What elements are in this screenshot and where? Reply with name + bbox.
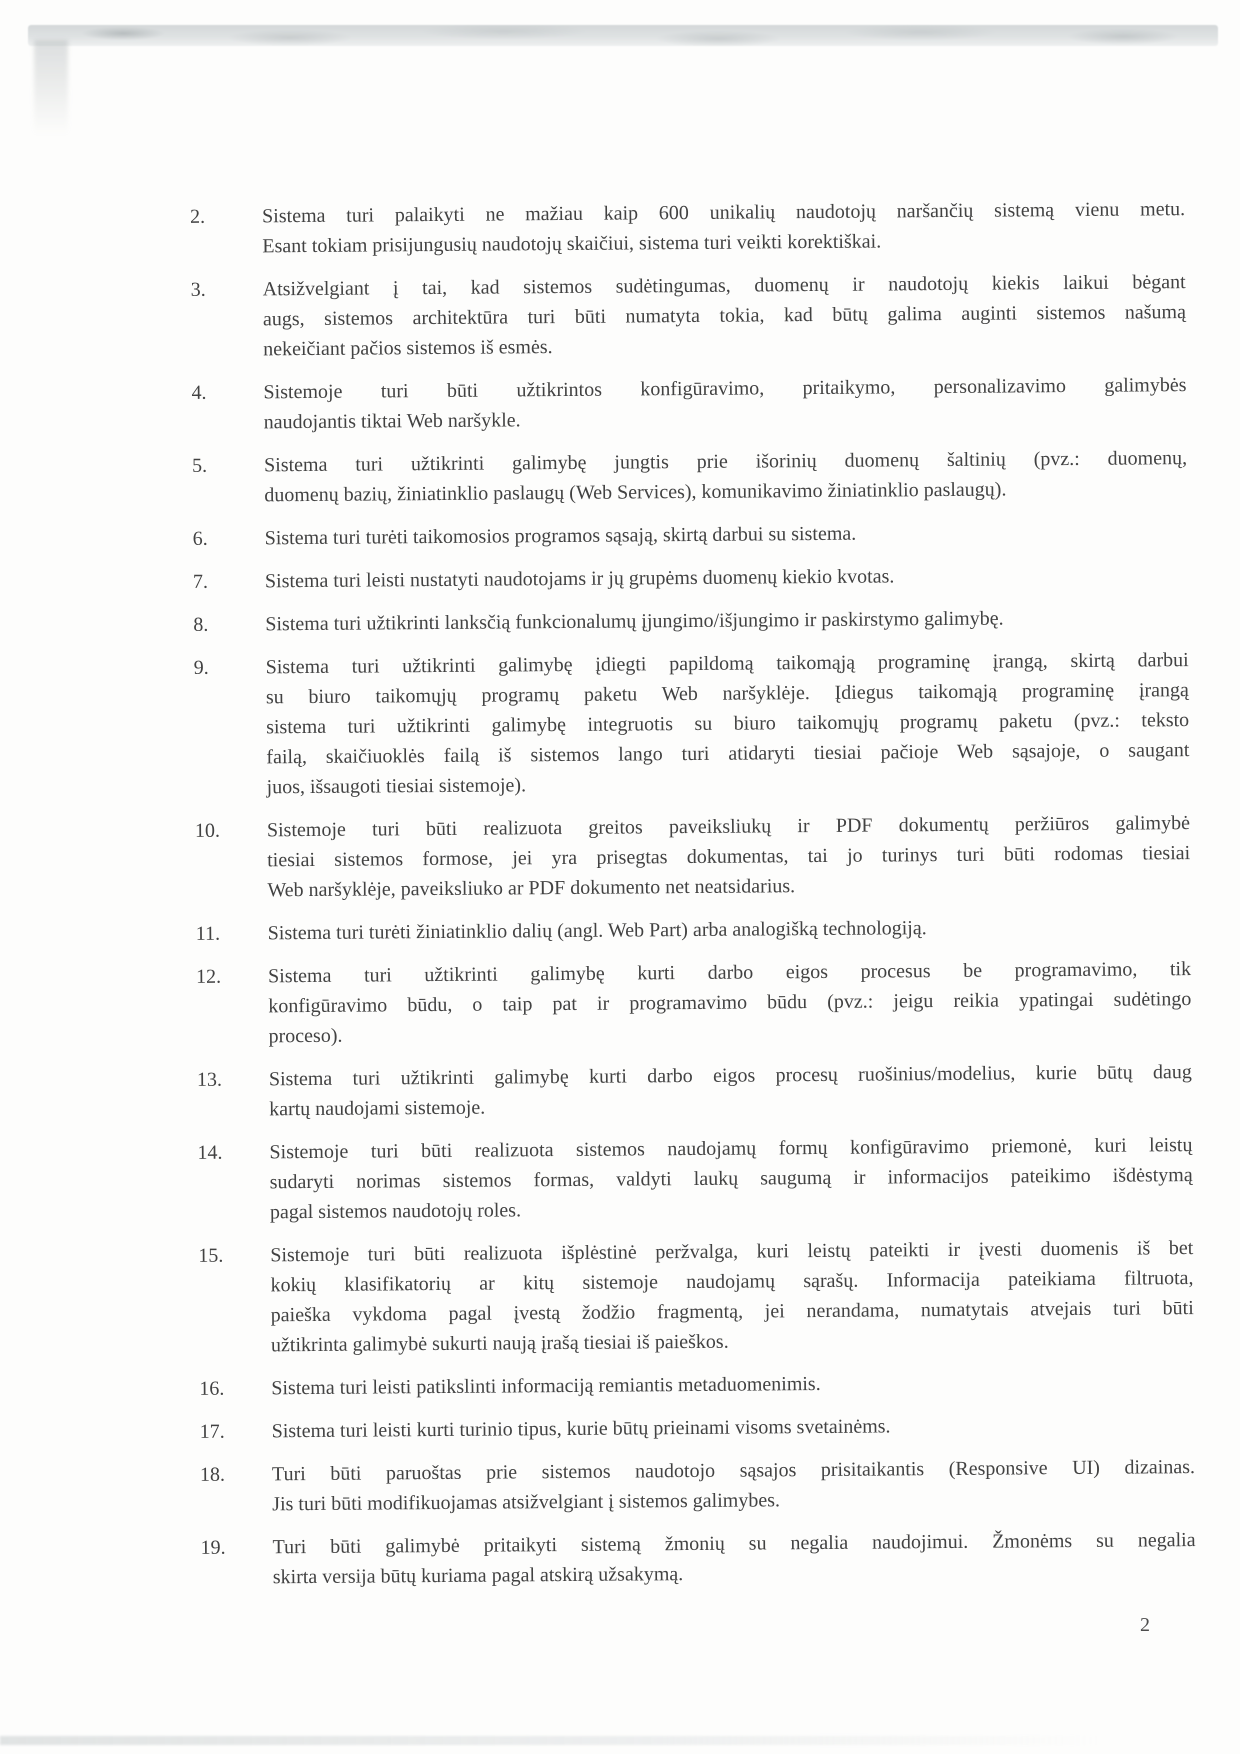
scan-artifact-bottom-streak <box>0 1736 1100 1745</box>
item-text <box>263 267 1187 364</box>
item-number: 18. <box>199 1463 226 1486</box>
text-line: pagal sistemos naudotojų roles. <box>269 1199 522 1224</box>
text-line: Sistemoje turi būti užtikrintos konfigūravimo, pritaikymo, personalizavimo galimybės <box>263 374 1187 404</box>
list-item <box>190 194 1188 262</box>
text-line: tiesiai sistemos formose, jei yra prisegtas dokumentas, tai jo turinys turi būti rodomas tiesiai <box>267 842 1191 872</box>
list-item <box>193 559 1191 597</box>
list-item <box>199 1366 1197 1404</box>
text-line: užtikrinta galimybė sukurti naują įrašą tiesiai iš paieškos. <box>270 1330 729 1357</box>
list-item <box>193 602 1191 640</box>
item-text <box>265 559 1188 596</box>
item-text <box>272 1409 1195 1446</box>
text-line: sudaryti norimas sistemos formas, valdyti laukų saugumą ir informacijos pateikimo išdėstymą <box>269 1164 1193 1194</box>
list-item <box>191 267 1190 365</box>
text-line: duomenų bazių, žiniatinklio paslaugų (Web Services), komunikavimo žiniatinklio paslaugų). <box>264 478 1007 507</box>
item-text <box>272 1525 1195 1592</box>
text-line: failą, skaičiuoklės failą iš sistemos lango turi atidaryti tiesiai pačioje Web sąsajoje, o saugant <box>266 739 1190 769</box>
item-text <box>263 370 1186 437</box>
text-line: su biuro taikomųjų programų paketu Web naršyklėje. Įdiegus taikomąją programinę įrangą <box>265 679 1189 709</box>
item-number: 15. <box>198 1244 224 1267</box>
text-line: augs, sistemos architektūra turi būti numatyta tokia, kad būtų galima auginti sistemos našumą <box>262 301 1186 331</box>
text-line: Sistema turi turėti taikomosios programos sąsają, skirtą darbui su sistema. <box>264 522 857 550</box>
text-line: Web naršyklėje, paveiksliuko ar PDF dokumento net neatsidarius. <box>267 875 796 902</box>
text-line: Esant tokiam prisijungusių naudotojų skaičiui, sistema turi veikti korektiškai. <box>262 230 882 258</box>
list-item <box>193 516 1191 554</box>
text-line: Sistema turi palaikyti ne mažiau kaip 600 unikalių naudotojų naršančių sistemą vienu metu. <box>262 198 1186 228</box>
text-line: Turi būti paruoštas prie sistemos naudotojo sąsajos prisitaikantis (Responsive UI) dizainas. <box>271 1456 1196 1486</box>
text-line: Sistemoje turi būti realizuota išplėstinė peržvalga, kuri leistų pateikti ir įvesti duomenis iš bet <box>270 1237 1194 1267</box>
text-line: Jis turi būti modifikuojamas atsižvelgiant į sistemos galimybes. <box>272 1489 781 1516</box>
list-item <box>197 1057 1195 1125</box>
text-line: Atsižvelgiant į tai, kad sistemos sudėtingumas, duomenų ir naudotojų kiekis laikui bėgant <box>262 271 1186 301</box>
text-line: sistema turi užtikrinti galimybę integruotis su biuro taikomųjų programų paketu (pvz.: teksto <box>266 709 1190 739</box>
page-number: 2 <box>1140 1614 1150 1636</box>
item-number: 3. <box>190 278 206 301</box>
list-item <box>197 1130 1196 1228</box>
item-number: 17. <box>199 1420 225 1443</box>
list-item <box>200 1525 1198 1593</box>
text-line: nekeičiant pačios sistemos iš esmės. <box>263 336 553 361</box>
list-item <box>192 443 1190 511</box>
text-line: Sistema turi turėti žiniatinklio dalių (angl. Web Part) arba analogišką technologiją. <box>267 917 927 945</box>
scan-artifact-left-smudge <box>34 40 68 135</box>
item-text <box>268 911 1191 948</box>
list-item <box>194 645 1193 803</box>
item-text <box>265 602 1188 639</box>
item-text <box>270 1233 1194 1360</box>
text-line: proceso). <box>268 1024 343 1048</box>
item-number: 12. <box>196 965 222 988</box>
text-line: kokių klasifikatorių ar kitų sistemoje naudojamų sąrašų. Informacija pateikiama filtruota, <box>270 1267 1194 1297</box>
item-number: 10. <box>194 819 221 842</box>
list-item <box>200 1409 1198 1447</box>
scan-artifact-top-band <box>28 25 1218 46</box>
text-line: Sistema turi užtikrinti galimybę jungtis prie išorinių duomenų šaltinių (pvz.: duomenų, <box>264 447 1188 477</box>
text-line: Turi būti galimybė pritaikyti sistemą žmonių su negalia naudojimui. Žmonėms su negalia <box>272 1529 1196 1559</box>
item-text <box>271 1366 1194 1403</box>
item-text <box>272 1452 1195 1519</box>
item-number: 9. <box>193 656 209 679</box>
list-item <box>191 370 1189 438</box>
text-line: Sistema turi leisti nustatyti naudotojams ir jų grupėms duomenų kiekio kvotas. <box>264 565 895 593</box>
item-number: 2. <box>190 205 206 228</box>
item-number: 13. <box>196 1068 222 1091</box>
text-line: naudojantis tiktai Web naršykle. <box>263 409 521 434</box>
text-line: Sistema turi leisti patikslinti informaciją remiantis metaduomenimis. <box>271 1373 821 1400</box>
item-number: 8. <box>193 613 209 636</box>
item-text <box>267 808 1191 905</box>
item-text <box>269 1130 1193 1227</box>
text-line: kartų naudojami sistemoje. <box>269 1096 486 1121</box>
text-line: Sistema turi užtikrinti galimybę kurti darbo eigos procesus be programavimo, tik <box>268 958 1192 988</box>
text-line: paieška vykdoma pagal įvestą žodžio fragmentą, jei nerandama, numatytais atvejais turi būti <box>270 1297 1194 1327</box>
item-number: 19. <box>200 1536 226 1559</box>
text-line: Sistema turi užtikrinti galimybę kurti darbo eigos procesų ruošinius/modelius, kurie būtų daug <box>268 1061 1192 1091</box>
item-number: 11. <box>195 922 221 945</box>
text-line: Sistema turi užtikrinti galimybę įdiegti papildomą taikomąją programinę įrangą, skirtą darbui <box>265 649 1189 679</box>
item-number: 14. <box>197 1141 223 1164</box>
text-line: konfigūravimo būdu, o taip pat ir programavimo būdu (pvz.: jeigu reikia ypatingai sudėtingo <box>268 988 1192 1018</box>
text-line: Sistema turi užtikrinti lanksčią funkcionalumų įjungimo/išjungimo ir paskirstymo galimybę. <box>265 607 1004 636</box>
requirements-list <box>190 194 1199 1606</box>
text-line: Sistema turi leisti kurti turinio tipus, kurie būtų prieinami visoms svetainėms. <box>271 1415 891 1443</box>
text-line: Sistemoje turi būti realizuota greitos paveiksliukų ir PDF dokumentų peržiūros galimybė <box>266 812 1191 842</box>
item-text <box>264 443 1187 510</box>
item-number: 4. <box>191 381 207 404</box>
item-text <box>265 516 1188 553</box>
text-line: juos, išsaugoti tiesiai sistemoje). <box>266 774 527 799</box>
text-line: skirta versija būtų kuriama pagal atskirą užsakymą. <box>272 1563 684 1589</box>
item-number: 5. <box>192 454 208 477</box>
item-text <box>268 954 1192 1051</box>
item-number: 16. <box>199 1377 225 1400</box>
item-number: 7. <box>192 570 209 593</box>
text-line: Sistemoje turi būti realizuota sistemos naudojamų formų konfigūravimo priemonė, kuri leistų <box>269 1134 1193 1164</box>
list-item <box>196 911 1194 949</box>
list-item <box>196 954 1195 1052</box>
item-text <box>266 645 1190 802</box>
item-text <box>269 1057 1192 1124</box>
list-item <box>195 808 1194 906</box>
list-item <box>200 1452 1198 1520</box>
item-number: 6. <box>192 527 208 550</box>
list-item <box>198 1233 1197 1361</box>
item-text <box>262 194 1185 261</box>
